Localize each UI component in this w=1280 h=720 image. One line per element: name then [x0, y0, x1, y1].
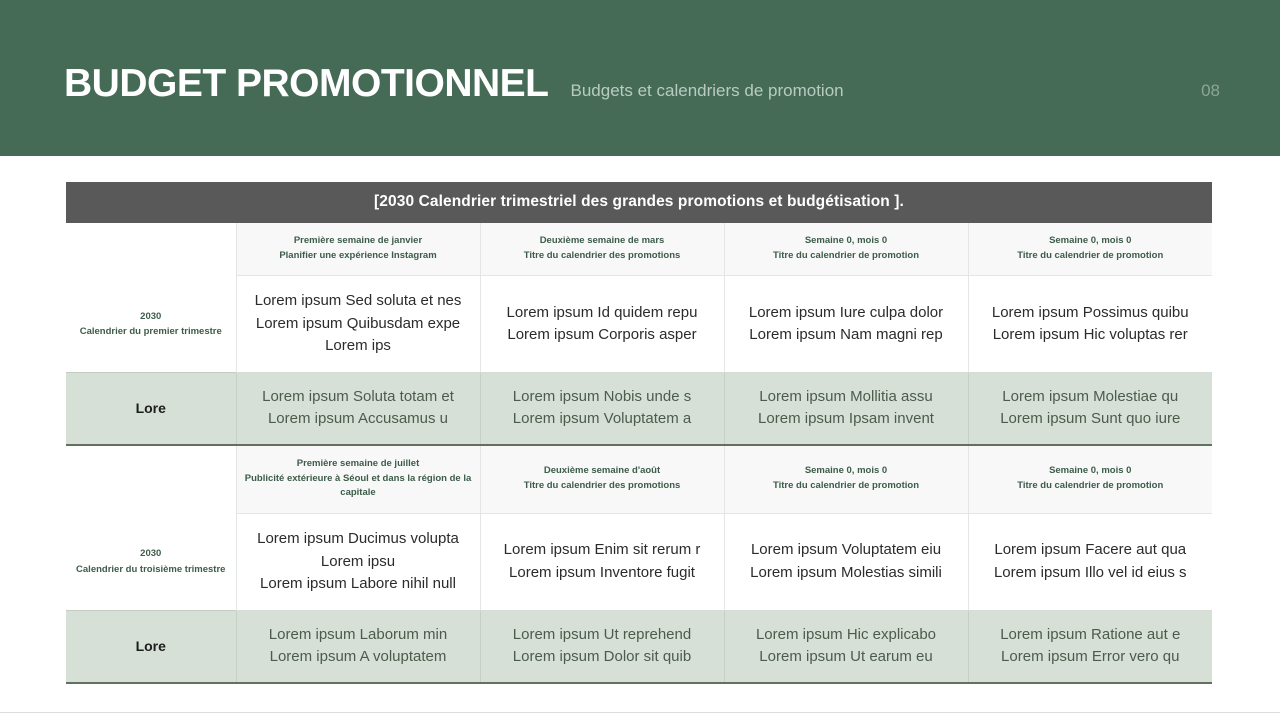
page-title: BUDGET PROMOTIONNEL — [64, 62, 549, 105]
column-header-line2: Titre du calendrier des promotions — [523, 249, 681, 261]
table-cell — [968, 514, 1212, 611]
table-row — [66, 514, 1212, 611]
slide-header-banner — [0, 0, 1280, 156]
accent-row-label: Lore — [66, 372, 236, 445]
column-header-line2: Titre du calendrier de promotion — [1017, 249, 1164, 261]
table-title: [2030 Calendrier trimestriel des grandes promotions et budgétisation ]. — [66, 182, 1212, 223]
table-cell — [236, 372, 480, 445]
cell-line: Lorem ipsum Molestiae qu — [1002, 387, 1179, 405]
cell-line: Lorem ipsum Error vero qu — [1001, 648, 1180, 666]
column-header-4 — [968, 223, 1212, 276]
cell-line: Lorem ipsum Sed soluta et nes — [254, 292, 462, 310]
cell-line: Lorem ipsum Dolor sit quib — [512, 648, 692, 666]
column-header-1 — [236, 223, 480, 276]
cell-line: Lorem ipsum Accusamus u — [267, 410, 449, 428]
cell-line: Lorem ipsum Hic explicabo — [755, 625, 937, 643]
cell-line: Lorem ipsum Nobis unde s — [512, 387, 692, 405]
slide-footer-divider — [0, 712, 1280, 713]
row-label-q3 — [66, 514, 236, 611]
cell-line: Lorem ipsum Nam magni rep — [749, 326, 943, 344]
cell-line: Lorem ipsum Corporis asper — [507, 326, 697, 344]
column-header-line1: Deuxième semaine de mars — [539, 235, 665, 246]
column-header-line1: Semaine 0, mois 0 — [1049, 235, 1132, 246]
table-cell — [236, 610, 480, 683]
page-number: 08 — [1201, 81, 1220, 100]
column-header-line1: Première semaine de janvier — [293, 235, 423, 246]
cell-line: Lorem ipsum A voluptatem — [269, 648, 447, 666]
table-cell — [480, 610, 724, 683]
table-cell — [236, 276, 480, 373]
row-label-q1 — [66, 276, 236, 373]
page-subtitle: Budgets et calendriers de promotion — [570, 81, 844, 100]
cell-line: Lorem ipsum Inventore fugit — [509, 563, 695, 581]
column-header-line1: Deuxième semaine d'août — [543, 465, 661, 477]
table-column-header-row — [66, 446, 1212, 514]
row-label-line2: Calendrier du premier trimestre — [79, 325, 222, 337]
header-row-label-spacer — [66, 446, 236, 514]
cell-line: Lorem ipsu — [320, 552, 396, 570]
table-row-accent — [66, 372, 1212, 445]
column-header-line2: Titre du calendrier de promotion — [772, 249, 920, 261]
cell-line: Lorem ipsum Facere aut qua — [994, 541, 1187, 559]
table-section-q3 — [66, 446, 1212, 684]
cell-line: Lorem ipsum Id quidem repu — [506, 303, 698, 321]
cell-line: Lorem ips — [325, 337, 391, 355]
table-section-q1 — [66, 223, 1212, 446]
column-header-3 — [724, 223, 968, 276]
cell-line: Lorem ipsum Illo vel id eius s — [993, 563, 1187, 581]
column-header-line1: Première semaine de juillet — [296, 457, 420, 469]
column-header-3 — [724, 446, 968, 514]
row-label-line2: Calendrier du troisième trimestre — [76, 563, 226, 575]
column-header-line2: Titre du calendrier de promotion — [772, 480, 920, 492]
row-label-line1: 2030 — [140, 548, 162, 560]
cell-line: Lorem ipsum Possimus quibu — [991, 303, 1189, 321]
table-cell — [724, 276, 968, 373]
table-cell — [480, 514, 724, 611]
table-cell — [968, 610, 1212, 683]
table-cell — [724, 514, 968, 611]
table-cell — [480, 372, 724, 445]
accent-row-label: Lore — [66, 610, 236, 683]
cell-line: Lorem ipsum Iure culpa dolor — [748, 303, 944, 321]
column-header-1 — [236, 446, 480, 514]
cell-line: Lorem ipsum Voluptatem eiu — [750, 541, 942, 559]
table-column-header-row — [66, 223, 1212, 276]
column-header-line1: Semaine 0, mois 0 — [804, 235, 888, 246]
column-header-line2: Titre du calendrier de promotion — [1017, 480, 1164, 492]
column-header-4 — [968, 446, 1212, 514]
banner-content — [64, 64, 1220, 124]
table-cell — [480, 276, 724, 373]
column-header-line2: Publicité extérieure à Séoul et dans la région de la capitale — [244, 472, 472, 499]
cell-line: Lorem ipsum Laborum min — [268, 625, 448, 643]
cell-line: Lorem ipsum Molestias simili — [750, 563, 942, 581]
cell-line: Lorem ipsum Quibusdam expe — [255, 314, 461, 332]
table-cell — [968, 276, 1212, 373]
cell-line: Lorem ipsum Labore nihil null — [260, 575, 456, 593]
column-header-line1: Semaine 0, mois 0 — [1049, 465, 1132, 477]
cell-line: Lorem ipsum Ipsam invent — [758, 410, 934, 428]
column-header-line1: Semaine 0, mois 0 — [804, 465, 888, 477]
cell-line: Lorem ipsum Ducimus volupta — [257, 530, 459, 548]
table-cell — [724, 372, 968, 445]
row-label-line1: 2030 — [140, 310, 162, 322]
column-header-line2: Titre du calendrier des promotions — [523, 480, 681, 492]
cell-line: Lorem ipsum Enim sit rerum r — [503, 541, 701, 559]
table-row-accent — [66, 610, 1212, 683]
table-cell — [724, 610, 968, 683]
table-cell — [968, 372, 1212, 445]
cell-line: Lorem ipsum Ut reprehend — [512, 625, 692, 643]
cell-line: Lorem ipsum Ratione aut e — [1000, 625, 1181, 643]
cell-line: Lorem ipsum Ut earum eu — [759, 648, 933, 666]
column-header-2 — [480, 446, 724, 514]
column-header-line2: Planifier une expérience Instagram — [279, 249, 437, 261]
cell-line: Lorem ipsum Hic voluptas rer — [992, 326, 1188, 344]
cell-line: Lorem ipsum Mollitia assu — [759, 387, 933, 405]
table-row — [66, 276, 1212, 373]
promotion-calendar-table — [66, 182, 1212, 684]
cell-line: Lorem ipsum Voluptatem a — [512, 410, 692, 428]
table-cell — [236, 514, 480, 611]
cell-line: Lorem ipsum Soluta totam et — [262, 387, 454, 405]
cell-line: Lorem ipsum Sunt quo iure — [1000, 410, 1181, 428]
header-row-label-spacer — [66, 223, 236, 276]
column-header-2 — [480, 223, 724, 276]
